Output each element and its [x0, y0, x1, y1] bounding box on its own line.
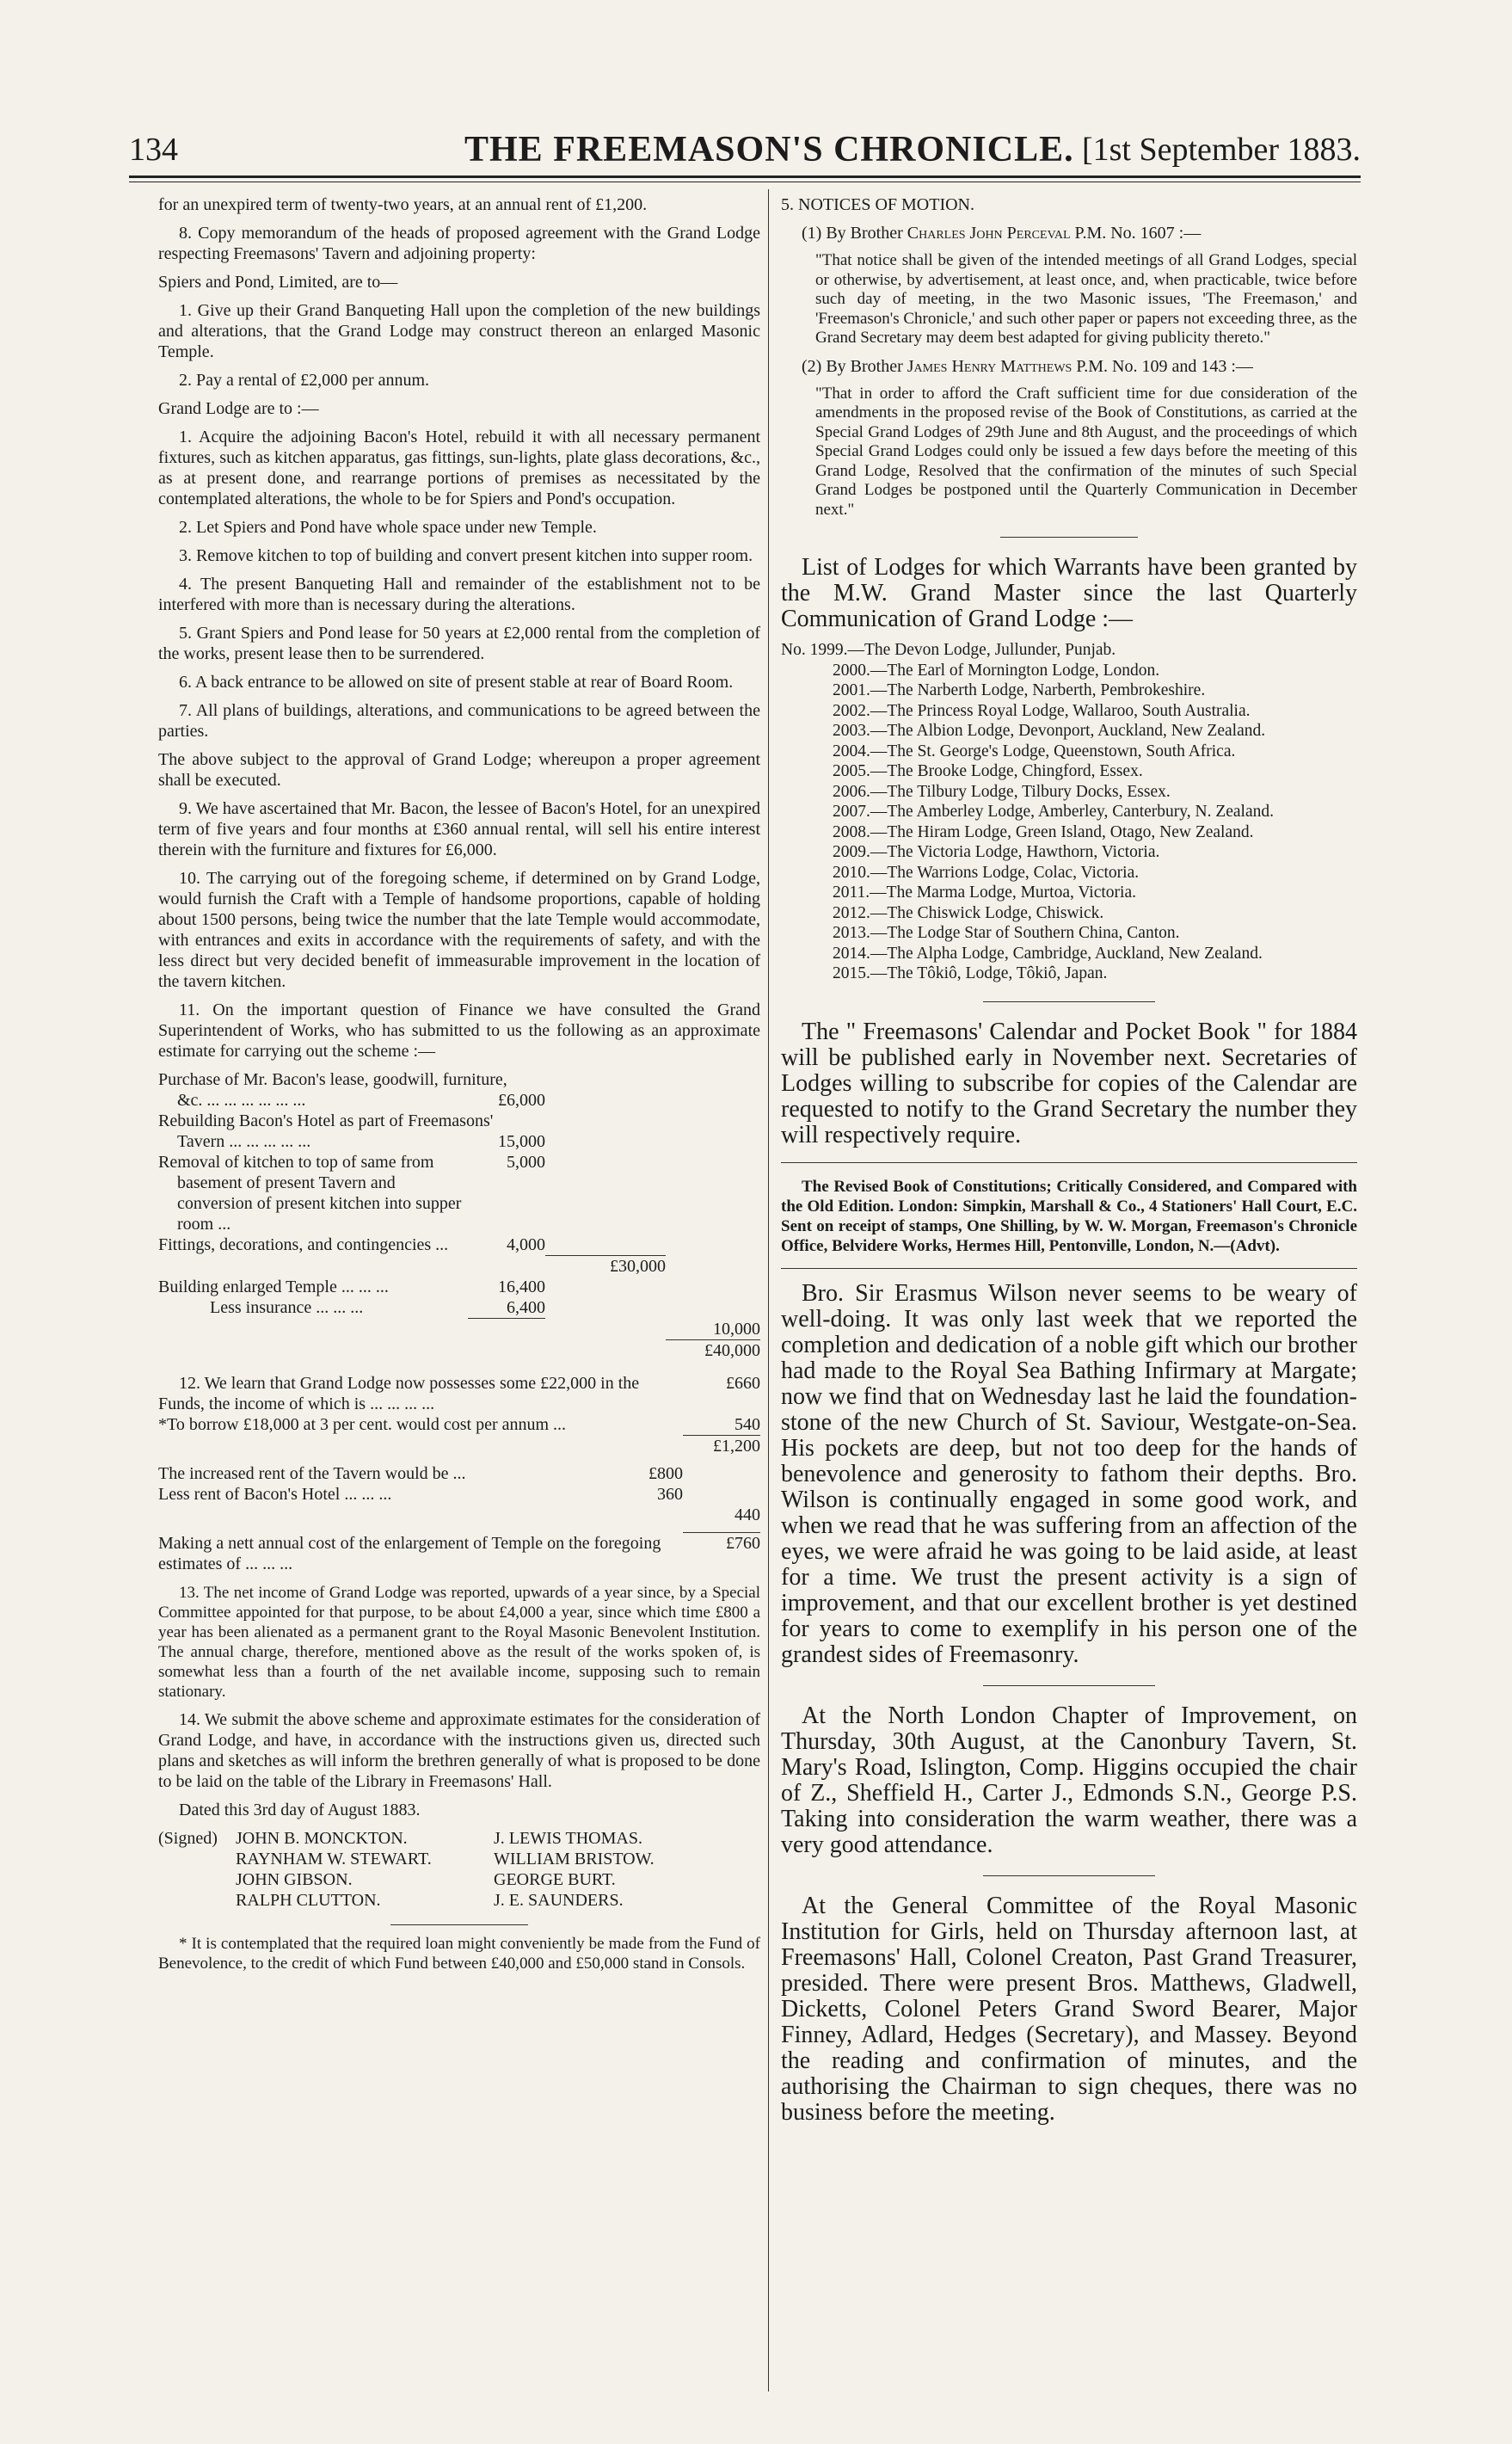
signatory-name: RALPH CLUTTON.	[236, 1891, 381, 1910]
section-rule	[781, 1268, 1357, 1269]
spiers-heading: Spiers and Pond, Limited, are to—	[158, 273, 398, 292]
page-header	[129, 129, 1361, 172]
grand-lodge-item-2: 2. Let Spiers and Pond have whole space under new Temple.	[179, 518, 597, 537]
estimate-value: 4,000	[507, 1235, 545, 1254]
list-item: 2015.—The Tôkiô, Lodge, Tôkiô, Japan.	[833, 964, 1108, 982]
paragraph-8: 8. Copy memorandum of the heads of proposed agreement with the Grand Lodge respecting Freemasons' Tavern and adjoining property:	[158, 224, 760, 263]
notices-heading: 5. NOTICES OF MOTION.	[781, 195, 974, 214]
paragraph-14: 14. We submit the above scheme and approximate estimates for the consideration of Grand Lodge, and have, in accordance with the instructions given us, directed such plans and sketches as will inform the brethren generally of what is proposed to be done to be laid on the table of the Library in Freemasons' Hall.	[158, 1710, 760, 1791]
header-rule	[129, 175, 1361, 178]
signatory-name: WILLIAM BRISTOW.	[494, 1850, 655, 1868]
finance-label: The increased rent of the Tavern would be ...	[158, 1464, 466, 1483]
finance-value: £660	[726, 1374, 760, 1393]
signatory-name: J. E. SAUNDERS.	[494, 1891, 624, 1910]
section-rule	[1000, 537, 1138, 538]
finance-value: 360	[657, 1485, 683, 1504]
paragraph-13: 13. The net income of Grand Lodge was reported, upwards of a year since, by a Special Committee appointed for that purpose, to be about £4,000 a year, since which time £800 a year has been alienated as a permanent grant to the Royal Masonic Benevolent Institution. The annual charge, therefore, mentioned above as the result of the works spoken of, is somewhat less than a fourth of the net available income, supposing such to remain stationary.	[158, 1584, 760, 1701]
list-item: 2014.—The Alpha Lodge, Cambridge, Auckland, New Zealand.	[833, 944, 1263, 963]
notice-2-name: James Henry Matthews	[907, 356, 1073, 376]
grand-lodge-item-7: 7. All plans of buildings, alterations, and communications to be agreed between the parties.	[158, 701, 760, 741]
section-rule	[983, 1685, 1155, 1686]
grand-lodge-heading: Grand Lodge are to :—	[158, 399, 319, 418]
north-london-paragraph: At the North London Chapter of Improvement, on Thursday, 30th August, at the Canonbury Tavern, St. Mary's Road, Islington, Comp. Higgins occupied the chair of Z., Sheffield H., Carter J., Edmonds S.N., George P.S. Taking into consideration the warm weather, there was a very good attendance.	[781, 1702, 1357, 1858]
finance-label: 12. We learn that Grand Lodge now possesses some £22,000 in the Funds, the income of which is ... ... ... ...	[158, 1374, 640, 1413]
list-item: 2006.—The Tilbury Lodge, Tilbury Docks, Essex.	[833, 782, 1171, 801]
estimate-label: Removal of kitchen to top of same from basement of present Tavern and conversion of present kitchen into supper room ...	[158, 1153, 462, 1234]
calendar-notice: The " Freemasons' Calendar and Pocket Book " for 1884 will be published early in November next. Secretaries of Lodges willing to subscribe for copies of the Calendar are requested to notify to the Grand Secretary the number they will respectively require.	[781, 1018, 1357, 1148]
list-item: 2005.—The Brooke Lodge, Chingford, Essex.	[833, 762, 1143, 780]
list-item: 2004.—The St. George's Lodge, Queenstown, South Africa.	[833, 742, 1236, 760]
finance-table	[158, 1373, 760, 1574]
estimate-label: Fittings, decorations, and contingencies ...	[158, 1235, 449, 1254]
list-item: 2009.—The Victoria Lodge, Hawthorn, Victoria.	[833, 843, 1160, 861]
spiers-item-2: 2. Pay a rental of £2,000 per annum.	[179, 371, 430, 390]
section-rule	[983, 1875, 1155, 1876]
notice-2-byline: (2) By Brother James Henry Matthews P.M. No. 109 and 143 :—	[802, 356, 1253, 376]
estimate-label: Building enlarged Temple ... ... ...	[158, 1277, 389, 1296]
paragraph-9: 9. We have ascertained that Mr. Bacon, the lessee of Bacon's Hotel, for an unexpired term of five years and four months at £360 annual rental, will sell his entire interest therein with the furniture and fixtures for £6,000.	[158, 799, 760, 859]
estimate-label: &c. ... ... ... ... ... ...	[177, 1091, 306, 1110]
signatory-name: GEORGE BURT.	[494, 1870, 616, 1889]
signatory-name: JOHN B. MONCKTON.	[236, 1829, 408, 1848]
newspaper-title: THE FREEMASON'S CHRONICLE.	[464, 130, 1074, 169]
subject-paragraph: The above subject to the approval of Grand Lodge; whereupon a proper agreement shall be executed.	[158, 750, 760, 790]
lodges-intro: List of Lodges for which Warrants have been granted by the M.W. Grand Master since the last Quarterly Communication of Grand Lodge :—	[781, 554, 1357, 632]
estimate-label: Less insurance ... ... ...	[210, 1298, 364, 1317]
list-item: 2012.—The Chiswick Lodge, Chiswick.	[833, 903, 1104, 922]
estimate-subtotal: £30,000	[545, 1255, 666, 1277]
footnote-rule	[390, 1924, 528, 1925]
lodges-list	[781, 640, 1357, 984]
notice-1-byline: (1) By Brother Charles John Perceval P.M. No. 1607 :—	[802, 224, 1202, 243]
list-item: 2001.—The Narberth Lodge, Narberth, Pembrokeshire.	[833, 681, 1206, 699]
list-item: 2007.—The Amberley Lodge, Amberley, Canterbury, N. Zealand.	[833, 803, 1274, 821]
estimate-value: 6,400	[507, 1298, 545, 1317]
estimate-label: Rebuilding Bacon's Hotel as part of Freemasons'	[158, 1111, 494, 1130]
section-rule	[781, 1162, 1357, 1163]
list-item: 2008.—The Hiram Lodge, Green Island, Otago, New Zealand.	[833, 822, 1254, 841]
estimate-total: £40,000	[666, 1339, 760, 1361]
list-item: 2011.—The Marma Lodge, Murtoa, Victoria.	[833, 883, 1136, 902]
intro-paragraph: for an unexpired term of twenty-two years, at an annual rent of £1,200.	[158, 195, 648, 214]
finance-total: £1,200	[683, 1435, 760, 1456]
issue-date: [1st September 1883.	[1081, 132, 1361, 168]
estimate-value: 16,400	[498, 1277, 545, 1296]
notice-1-quote: "That notice shall be given of the intended meetings of all Grand Lodges, special or otherwise, by advertisement, at least once, and, when practicable, twice before such day of meeting, in the two Masonic issues, 'The Freemason,' and 'Freemason's Chronicle,' and such other paper or papers not exceeding three, as the Grand Secretary may deem best adapted for giving publicity thereto."	[815, 251, 1357, 347]
wilson-paragraph: Bro. Sir Erasmus Wilson never seems to be weary of well-doing. It was only last week that we reported the completion and dedication of a noble gift which our brother had made to the Royal Sea Bathing Infirmary at Margate; now we find that on Wednesday last he laid the foundation-stone of the new Church of St. Saviour, Westgate-on-Sea. His pockets are deep, but not too deep for the hands of benevolence and generosity to fathom their depths. Bro. Wilson is continually engaged in some good work, and when we read that he was suffering from an affection of the eyes, we were afraid he was going to be laid aside, at least for a time. We trust the present activity is a sign of improvement, and that our excellent brother is yet destined for years to come to exemplify in his person one of the grandest sides of Freemasonry.	[781, 1279, 1357, 1668]
paragraph-10: 10. The carrying out of the foregoing scheme, if determined on by Grand Lodge, would furnish the Craft with a Temple of handsome proportions, capable of holding about 1500 persons, being twice the number that the late Temple would accommodate, with entrances and exits in accordance with the requirements of safety, and with the less direct but very decided benefit of immeasurable improvement in the location of the tavern kitchen.	[158, 869, 760, 991]
estimate-label: Tavern ... ... ... ... ...	[177, 1132, 311, 1151]
footnote: * It is contemplated that the required loan might conveniently be made from the Fund of Benevolence, to the credit of which Fund between £40,000 and £50,000 stand in Consols.	[158, 1935, 760, 1973]
estimate-table	[158, 1069, 760, 1361]
estimate-value: 5,000	[507, 1153, 545, 1172]
dated-line: Dated this 3rd day of August 1883.	[179, 1801, 421, 1819]
list-item: No. 1999.—The Devon Lodge, Jullunder, Punjab.	[781, 641, 1116, 659]
list-item: 2010.—The Warrions Lodge, Colac, Victoria.	[833, 863, 1140, 882]
signatures	[158, 1828, 760, 1911]
finance-label: Making a nett annual cost of the enlargement of Temple on the foregoing estimates of ... ... ...	[158, 1534, 661, 1573]
finance-value: £760	[683, 1532, 760, 1554]
finance-value: £800	[648, 1464, 683, 1483]
signatory-name: JOHN GIBSON.	[236, 1870, 353, 1889]
paragraph-11: 11. On the important question of Finance we have consulted the Grand Superintendent of Works, who has submitted to us the following as an approximate estimate for carrying out the scheme :—	[158, 1000, 760, 1061]
notice-2-quote: "That in order to afford the Craft sufficient time for due consideration of the amendments in the proposed revise of the Book of Constitutions, as carried at the Special Grand Lodges of 29th June and 8th August, and the proceedings of which Special Grand Lodges could only be issued a few days before the meeting of this Grand Lodge, Resolved that the confirmation of the minutes of such Special Grand Lodges be postponed until the Quarterly Communication in December next."	[815, 384, 1357, 519]
grand-lodge-item-4: 4. The present Banqueting Hall and remainder of the establishment not to be interfered with more than is necessary during the alterations.	[158, 575, 760, 614]
finance-value: 440	[734, 1505, 760, 1524]
estimate-value: 15,000	[498, 1132, 545, 1151]
grand-lodge-item-5: 5. Grant Spiers and Pond lease for 50 years at £2,000 rental from the completion of the works, present lease then to be surrendered.	[158, 624, 760, 663]
list-item: 2003.—The Albion Lodge, Devonport, Auckland, New Zealand.	[833, 722, 1266, 740]
right-column	[781, 194, 1357, 2133]
finance-value: 540	[734, 1415, 760, 1434]
list-item: 2013.—The Lodge Star of Southern China, Canton.	[833, 924, 1180, 942]
list-item: 2000.—The Earl of Mornington Lodge, London.	[833, 661, 1160, 680]
page-number: 134	[129, 132, 178, 168]
signatory-name: J. LEWIS THOMAS.	[494, 1829, 642, 1848]
section-rule	[983, 1001, 1155, 1002]
column-divider	[768, 189, 769, 2392]
grand-lodge-item-6: 6. A back entrance to be allowed on site of present stable at rear of Board Room.	[179, 673, 734, 692]
girls-institution-paragraph: At the General Committee of the Royal Masonic Institution for Girls, held on Thursday afternoon last, at Freemasons' Hall, Colonel Creaton, Past Grand Treasurer, presided. There were present Bros. Matthews, Gladwell, Dicketts, Colonel Peters Grand Sword Bearer, Major Finney, Adlard, Hedges (Secretary), and Massey. Beyond the reading and confirmation of minutes, and the authorising the Chairman to sign cheques, there was no business before the meeting.	[781, 1892, 1357, 2126]
finance-label: *To borrow £18,000 at 3 per cent. would cost per annum ...	[158, 1415, 567, 1434]
left-column	[158, 194, 760, 1981]
list-item: 2002.—The Princess Royal Lodge, Wallaroo, South Australia.	[833, 701, 1251, 720]
grand-lodge-item-3: 3. Remove kitchen to top of building and convert present kitchen into supper room.	[179, 546, 753, 565]
spiers-item-1: 1. Give up their Grand Banqueting Hall upon the completion of the new buildings and alterations, that the Grand Lodge may construct thereon an enlarged Masonic Temple.	[158, 301, 760, 361]
notice-1-name: Charles John Perceval	[907, 224, 1071, 243]
signed-label: (Signed)	[158, 1829, 218, 1848]
estimate-label: Purchase of Mr. Bacon's lease, goodwill, furniture,	[158, 1070, 507, 1089]
estimate-value: £6,000	[498, 1091, 545, 1110]
grand-lodge-item-1: 1. Acquire the adjoining Bacon's Hotel, rebuild it with all necessary permanent fixtures, such as kitchen apparatus, gas fittings, sun-lights, plate glass decorations, &c., as at present done, and rearrange portions of premises as necessitated by the contemplated alterations, the whole to be for Spiers and Pond's occupation.	[158, 428, 760, 508]
estimate-subtotal: 10,000	[713, 1320, 760, 1339]
advertisement: The Revised Book of Constitutions; Critically Considered, and Compared with the Old Edition. London: Simpkin, Marshall & Co., 4 Stationers' Hall Court, E.C. Sent on receipt of stamps, One Shilling, by W. W. Morgan, Freemason's Chronicle Office, Belvidere Works, Hermes Hill, Pentonville, London, N.—(Advt).	[781, 1177, 1357, 1255]
signatory-name: RAYNHAM W. STEWART.	[236, 1850, 432, 1868]
finance-label: Less rent of Bacon's Hotel ... ... ...	[158, 1485, 392, 1504]
